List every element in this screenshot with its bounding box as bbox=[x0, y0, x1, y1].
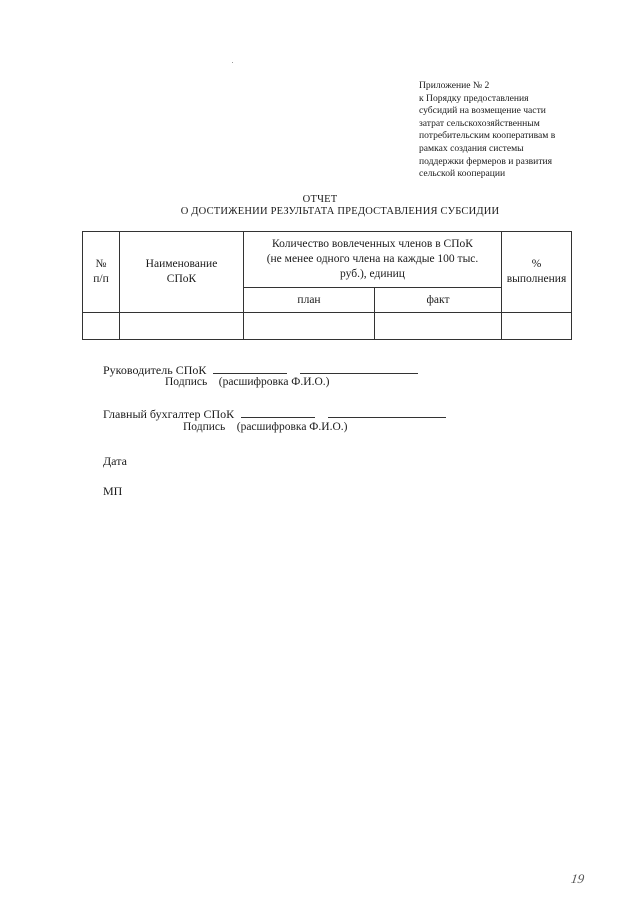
cell-fact bbox=[375, 313, 502, 340]
appendix-line: Приложение № 2 bbox=[419, 80, 490, 91]
header-quantity bbox=[244, 232, 502, 288]
date-label: Дата bbox=[103, 454, 127, 468]
scan-speck bbox=[232, 62, 233, 63]
head-label: Руководитель СПоК bbox=[103, 363, 207, 377]
header-number-symbol: № bbox=[95, 258, 107, 270]
accountant-caption bbox=[183, 421, 347, 433]
signature-blank bbox=[241, 405, 315, 418]
accountant-label: Главный бухгалтер СПоК bbox=[103, 407, 235, 421]
header-name-line: СПоК bbox=[166, 273, 197, 285]
caption-signature: Подпись bbox=[183, 421, 226, 433]
stamp-label: МП bbox=[103, 484, 123, 498]
header-plan: план bbox=[244, 288, 375, 313]
appendix-line: затрат сельскохозяйственным bbox=[419, 117, 540, 129]
appendix-line: поддержки фермеров и развития bbox=[419, 155, 553, 167]
cell-number bbox=[83, 313, 120, 340]
header-percent: % выполнения bbox=[502, 232, 572, 313]
report-subtitle: О ДОСТИЖЕНИИ РЕЗУЛЬТАТА ПРЕДОСТАВЛЕНИЯ СУБСИДИИ bbox=[180, 206, 500, 217]
caption-signature: Подпись bbox=[165, 376, 208, 388]
cell-name bbox=[120, 313, 244, 340]
header-name-line: Наименование bbox=[145, 258, 218, 270]
accountant-signature-line bbox=[103, 405, 446, 422]
table-header-row bbox=[83, 232, 572, 288]
signature-blank bbox=[213, 361, 287, 374]
cell-plan bbox=[244, 313, 375, 340]
appendix-line: потребительским кооперативам в bbox=[419, 130, 556, 142]
header-number-text: п/п bbox=[93, 273, 109, 285]
header-quantity-line: Количество вовлеченных членов в СПоК bbox=[272, 238, 473, 250]
header-quantity-line: (не менее одного члена на каждые 100 тыс. bbox=[266, 253, 479, 265]
report-table bbox=[82, 231, 572, 340]
header-quantity-line: руб.), единиц bbox=[340, 268, 405, 280]
appendix-line: рамках создания системы bbox=[419, 142, 524, 154]
caption-name: (расшифровка Ф.И.О.) bbox=[236, 421, 348, 433]
header-name bbox=[120, 232, 244, 313]
appendix-note bbox=[419, 80, 599, 181]
header-number bbox=[83, 232, 120, 313]
table-empty-row bbox=[83, 313, 572, 340]
appendix-line: сельской кооперации bbox=[419, 168, 506, 180]
caption-name: (расшифровка Ф.И.О.) bbox=[218, 376, 330, 388]
name-blank bbox=[328, 405, 446, 418]
appendix-line: субсидий на возмещение части bbox=[419, 105, 546, 117]
cell-percent bbox=[502, 313, 572, 340]
report-title: ОТЧЕТ bbox=[302, 194, 338, 205]
header-fact: факт bbox=[375, 288, 502, 313]
appendix-line: к Порядку предоставления bbox=[419, 92, 529, 104]
page-number: 19 bbox=[570, 871, 586, 886]
name-blank bbox=[300, 361, 418, 374]
head-caption bbox=[165, 376, 329, 388]
